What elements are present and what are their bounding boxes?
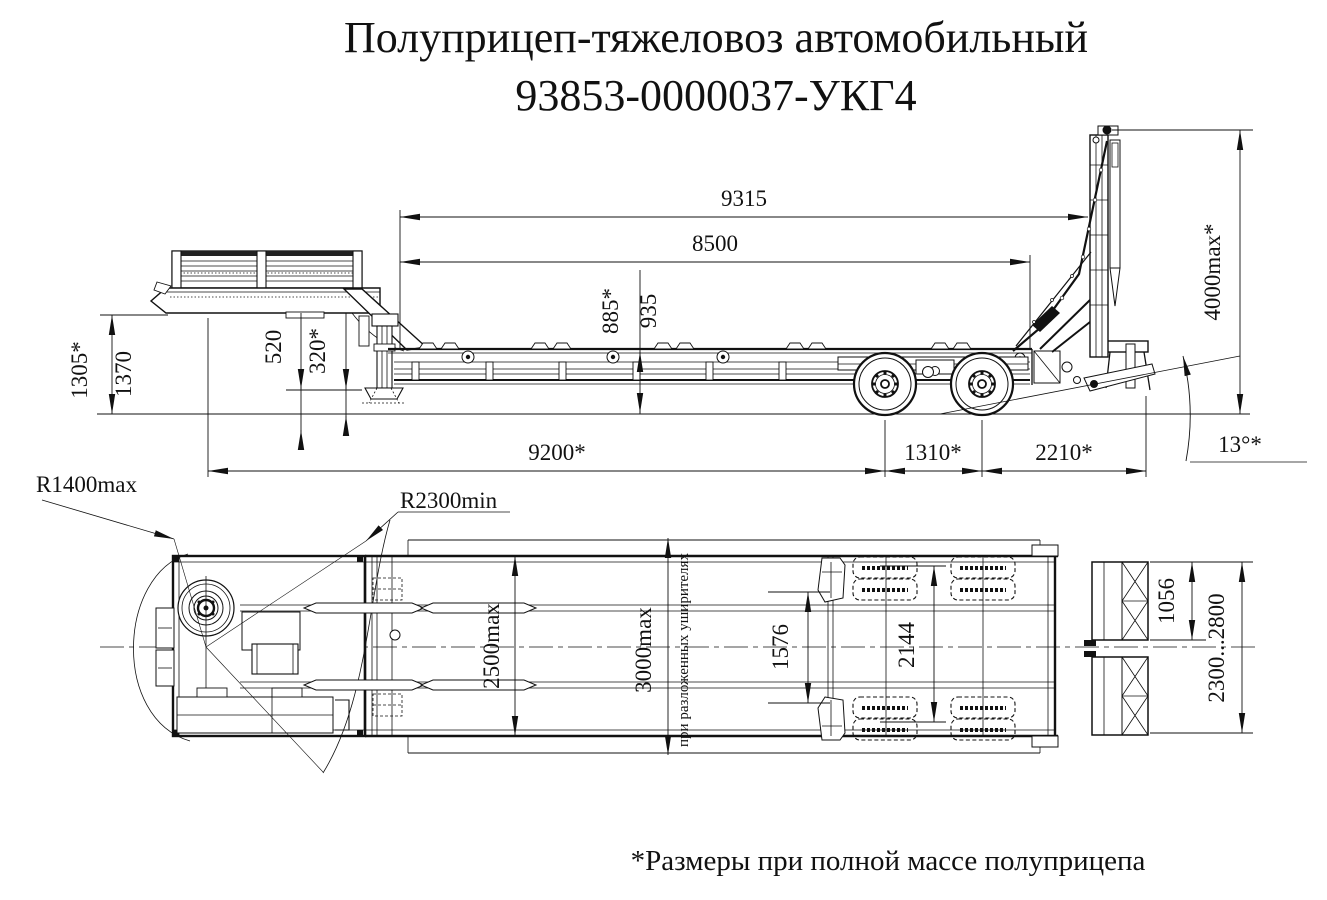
dim-8500-label: 8500 [692,231,738,256]
dim-1056-label: 1056 [1154,578,1179,624]
dim-935-label: 935 [636,293,661,329]
loading-ramps [1084,562,1148,735]
r2300-label: R2300min [400,488,498,513]
suspension-plate-upper [818,558,845,602]
title-line1: Полуприцеп-тяжеловоз автомобильный [343,13,1089,62]
r2300-leader [366,512,398,541]
ramp-lower [1092,657,1148,735]
kingpin-plate [286,312,324,318]
dim-2500-label: 2500max [479,603,504,689]
angle-arc [1183,356,1190,461]
dim-9315-label: 9315 [721,186,767,211]
rear-mast [1013,126,1155,392]
wheel-front [854,353,916,415]
top-gooseneck-section [156,556,365,736]
dim-1310-label: 1310* [904,440,962,465]
title-line2: 93853-0000037-УКГ4 [515,71,917,120]
section-break [365,556,402,736]
dim-2300-2800-label: 2300...2800 [1204,593,1229,703]
dim-2144-label: 2144 [894,622,919,668]
dim-3000-label: 3000max [631,607,656,693]
dim-4000-label: 4000max* [1200,223,1225,321]
dim-1370-label: 1370 [111,351,136,397]
title-block [344,13,1088,120]
dim-885-label: 885* [598,288,623,334]
r1400-label: R1400max [36,472,137,497]
winch-box [252,644,298,674]
dim-13deg-label: 13°* [1218,432,1262,457]
turnbuckle [1032,306,1060,332]
dim-1305-label: 1305* [67,341,92,399]
r1400-leader [42,500,174,539]
wideners-note: при разложенных уширителях [676,553,692,747]
dim-9200-label: 9200* [528,440,586,465]
side-view [67,126,1307,478]
headboard [172,251,362,288]
mast-pulley [1103,126,1112,135]
dim-2210-label: 2210* [1035,440,1093,465]
dim-520-label: 520 [261,329,286,365]
dim-320-label: 320* [305,328,330,374]
top-view [36,472,1258,773]
dim-1576-label: 1576 [768,624,793,670]
ramp-upper [1092,562,1148,640]
footnote: *Размеры при полной массе полуприцепа [630,845,1146,877]
brake-chamber [923,367,934,378]
deck-stanchions [412,362,786,380]
